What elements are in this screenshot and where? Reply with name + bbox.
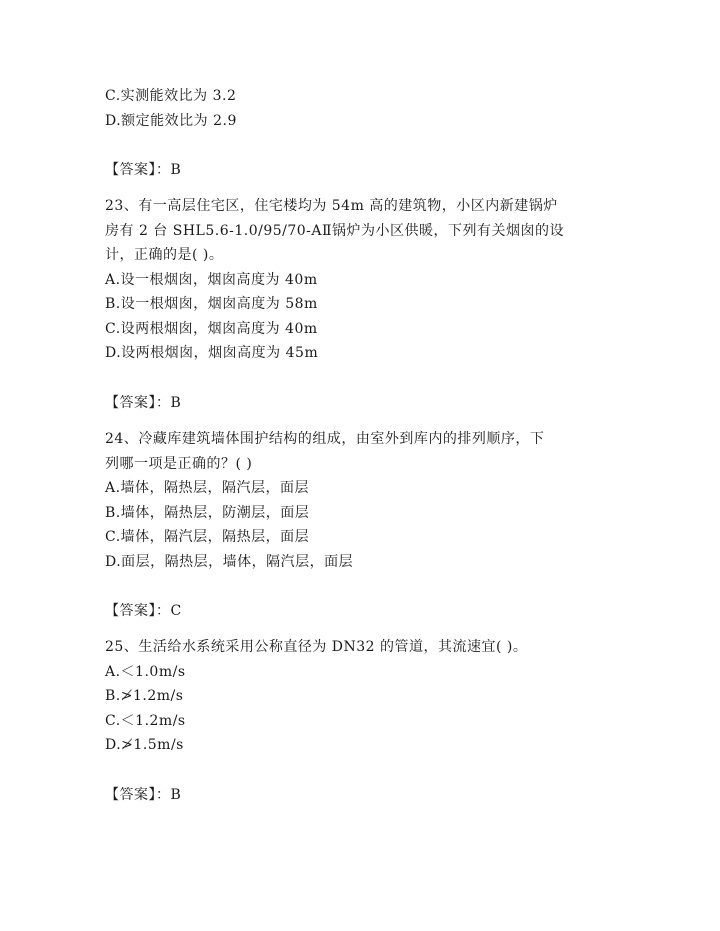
q24-option-b: B.墙体，隔热层，防潮层，面层 (105, 505, 310, 521)
q23-stem-line-2: 房有 2 台 SHL5.6-1.0/95/70-AⅡ锅炉为小区供暖，下列有关烟囱的设 (105, 223, 565, 239)
q25-option-a: A.＜1.0m/s (105, 664, 186, 680)
q23-option-a: A.设一根烟囱，烟囱高度为 40m (105, 272, 318, 288)
q23-option-d: D.设两根烟囱，烟囱高度为 45m (105, 345, 319, 361)
q25-stem-line-1: 25、生活给水系统采用公称直径为 DN32 的管道，其流速宜( )。 (105, 639, 528, 655)
q25-option-d: D.≯1.5m/s (105, 737, 184, 753)
q23-option-b: B.设一根烟囱，烟囱高度为 58m (105, 296, 318, 312)
q23-option-c: C.设两根烟囱，烟囱高度为 40m (105, 321, 318, 337)
option-c: C.实测能效比为 3.2 (105, 88, 237, 104)
answer-24: 【答案】：C (105, 603, 182, 619)
q24-option-a: A.墙体，隔热层，隔汽层，面层 (105, 480, 310, 496)
q24-option-d: D.面层，隔热层，墙体，隔汽层，面层 (105, 554, 354, 570)
option-d: D.额定能效比为 2.9 (105, 113, 237, 129)
q23-stem-line-3: 计，正确的是( )。 (105, 247, 224, 263)
q25-option-c: C.＜1.2m/s (105, 713, 186, 729)
q24-option-c: C.墙体，隔汽层，隔热层，面层 (105, 529, 310, 545)
q24-stem-line-1: 24、冷藏库建筑墙体围护结构的组成，由室外到库内的排列顺序，下 (105, 431, 545, 447)
answer-23: 【答案】：B (105, 395, 182, 411)
q25-option-b: B.≯1.2m/s (105, 688, 184, 704)
q23-stem-line-1: 23、有一高层住宅区，住宅楼均为 54m 高的建筑物，小区内新建锅炉 (105, 198, 558, 214)
answer-25: 【答案】：B (105, 787, 182, 803)
q24-stem-line-2: 列哪一项是正确的？( ) (105, 456, 253, 472)
answer-22: 【答案】：B (105, 162, 182, 178)
